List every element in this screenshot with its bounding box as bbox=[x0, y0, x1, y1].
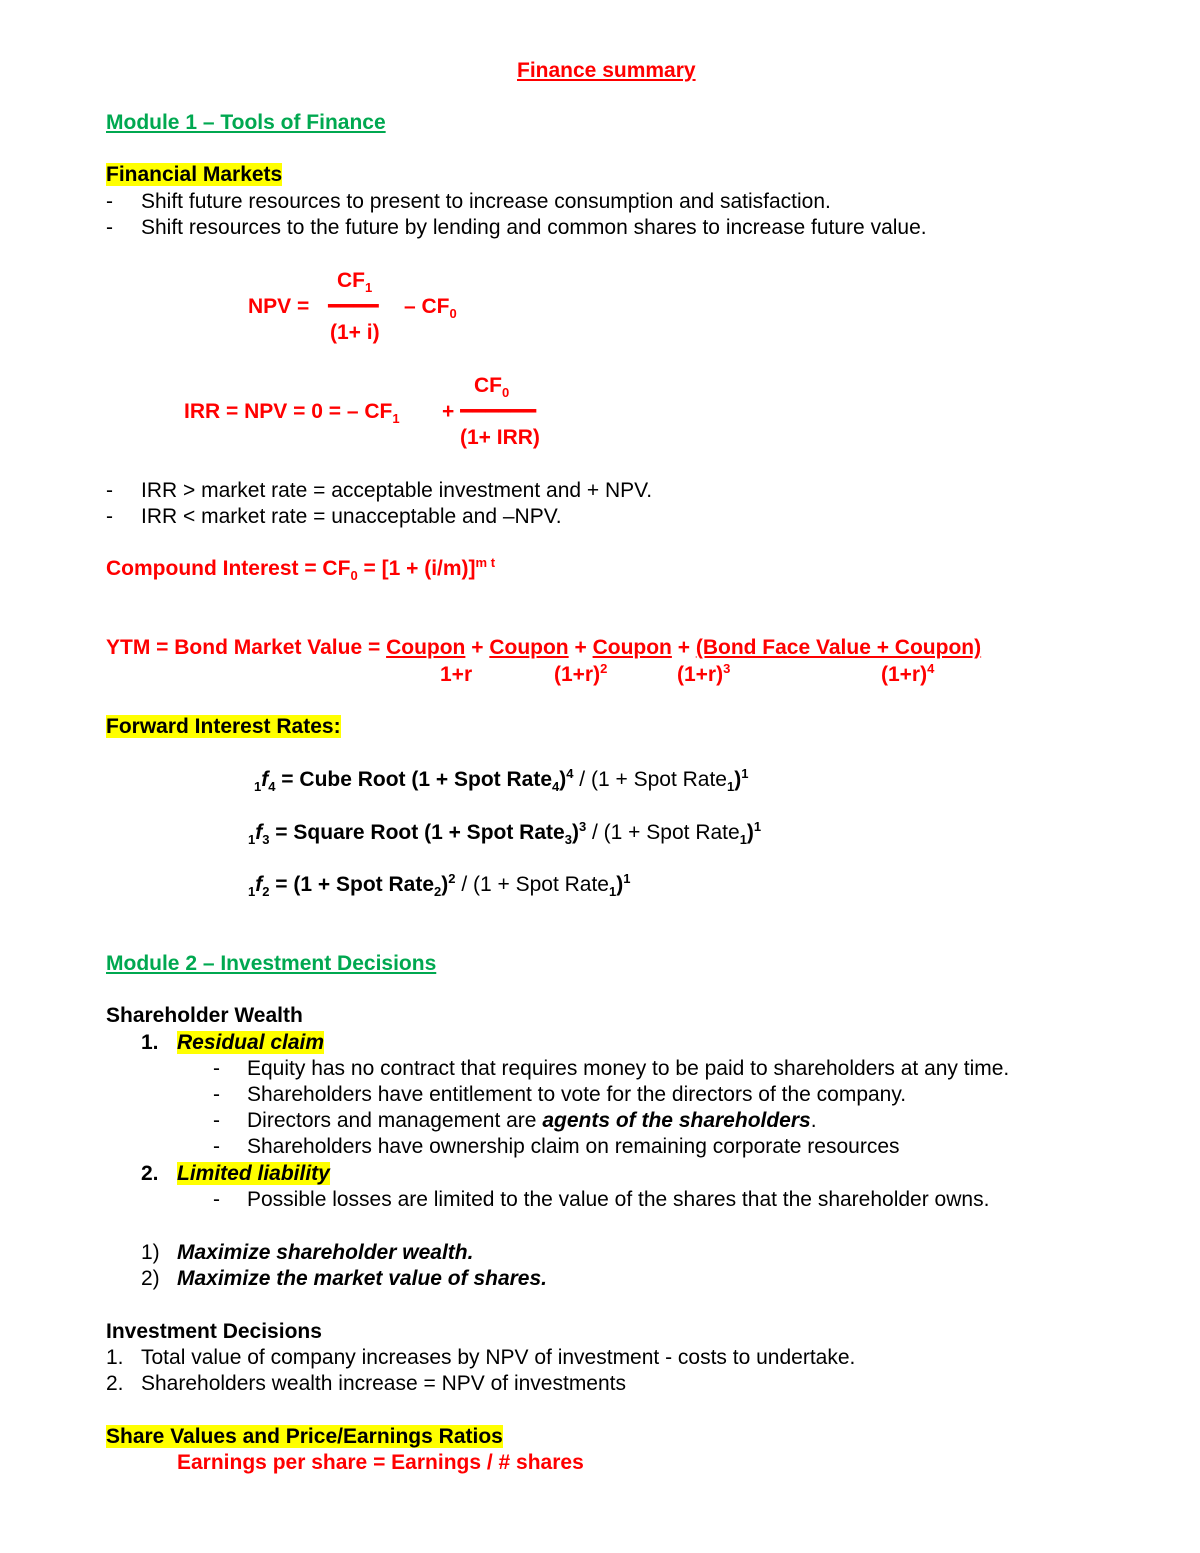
ytm-denominator-4: $(1+r)^4$ bbox=[881, 661, 935, 686]
investment-decisions-heading: Investment Decisions bbox=[106, 1320, 322, 1343]
irr-numerator: $CF_0$ bbox=[474, 374, 510, 401]
bullet-dash: - bbox=[106, 190, 113, 213]
bullet-dash: - bbox=[106, 216, 113, 239]
bullet-dash: - bbox=[106, 479, 113, 502]
bullet-dash: - bbox=[213, 1109, 220, 1132]
module-2-heading: Module 2 – Investment Decisions bbox=[106, 952, 437, 975]
list-number: 2. bbox=[141, 1162, 159, 1185]
list-item: Shareholders have ownership claim on remaining corporate resources bbox=[247, 1135, 900, 1158]
forward-rate-f3: $_1f_3$ = Square Root (1 + Spot Rate$_3$)$^3$ / (1 + Spot Rate$_1$)$^1$ bbox=[248, 819, 762, 848]
page-title: Finance summary bbox=[517, 59, 696, 82]
list-item: Total value of company increases by NPV of investment - costs to undertake. bbox=[141, 1346, 856, 1369]
npv-fraction-bar: ━━━━ bbox=[328, 295, 379, 318]
share-values-heading: Share Values and Price/Earnings Ratios bbox=[106, 1425, 503, 1448]
npv-denominator: (1+ i) bbox=[330, 321, 380, 344]
module-1-heading: Module 1 – Tools of Finance bbox=[106, 111, 386, 134]
ytm-denominator-1: 1+r bbox=[440, 663, 473, 686]
compound-interest-formula: Compound Interest = $CF_0 = [1 + (i/m)]^{m t}$ bbox=[106, 555, 496, 584]
list-item: Directors and management are agents of the shareholders. bbox=[247, 1109, 817, 1132]
eps-formula: Earnings per share = Earnings / # shares bbox=[177, 1451, 584, 1474]
shareholder-wealth-heading: Shareholder Wealth bbox=[106, 1004, 303, 1027]
forward-rate-f4: $_1f_4$ = Cube Root (1 + Spot Rate$_4$)$^4$ / (1 + Spot Rate$_1$)$^1$ bbox=[254, 766, 749, 795]
irr-lhs: IRR = NPV = 0 = – $CF_1$ bbox=[184, 400, 400, 427]
npv-lhs: NPV = bbox=[248, 295, 310, 318]
list-number: 1. bbox=[106, 1346, 124, 1369]
goal-item: Maximize shareholder wealth. bbox=[177, 1241, 474, 1264]
list-number: 2) bbox=[141, 1267, 160, 1290]
bullet-dash: - bbox=[213, 1135, 220, 1158]
list-item: Shift future resources to present to increase consumption and satisfaction. bbox=[141, 190, 831, 213]
bullet-dash: - bbox=[106, 505, 113, 528]
list-item: Possible losses are limited to the value of the shares that the shareholder owns. bbox=[247, 1188, 990, 1211]
list-item: Shareholders wealth increase = NPV of investments bbox=[141, 1372, 626, 1395]
financial-markets-heading: Financial Markets bbox=[106, 163, 283, 186]
list-number: 2. bbox=[106, 1372, 124, 1395]
forward-rate-f2: $_1f_2 = (1$ + Spot Rate$_2$)$^2$ / (1 + Spot Rate$_1$)$^1$ bbox=[248, 871, 631, 900]
list-number: 1. bbox=[141, 1031, 159, 1054]
npv-minus-cf0: – $CF_0$ bbox=[404, 295, 457, 322]
list-item: IRR > market rate = acceptable investment and + NPV. bbox=[141, 479, 653, 502]
ytm-formula: YTM = Bond Market Value = Coupon + Coupon + Coupon + (Bond Face Value + Coupon) bbox=[106, 636, 982, 659]
bullet-dash: - bbox=[213, 1188, 220, 1211]
ytm-denominator-2: $(1+r)^2$ bbox=[554, 661, 608, 686]
irr-denominator: (1+ IRR) bbox=[460, 426, 540, 449]
bullet-dash: - bbox=[213, 1057, 220, 1080]
list-item: Shift resources to the future by lending and common shares to increase future value. bbox=[141, 216, 927, 239]
bullet-dash: - bbox=[213, 1083, 220, 1106]
irr-fraction-bar: + ━━━━━━ bbox=[442, 400, 536, 423]
list-item: Equity has no contract that requires money to be paid to shareholders at any time. bbox=[247, 1057, 1010, 1080]
ytm-denominator-3: $(1+r)^3$ bbox=[677, 661, 731, 686]
npv-numerator: $CF_1$ bbox=[337, 269, 373, 296]
list-item: IRR < market rate = unacceptable and –NPV. bbox=[141, 505, 562, 528]
list-number: 1) bbox=[141, 1241, 160, 1264]
residual-claim-label: Residual claim bbox=[177, 1031, 325, 1054]
limited-liability-label: Limited liability bbox=[177, 1162, 330, 1185]
goal-item: Maximize the market value of shares. bbox=[177, 1267, 547, 1290]
list-item: Shareholders have entitlement to vote for the directors of the company. bbox=[247, 1083, 907, 1106]
forward-rates-heading: Forward Interest Rates: bbox=[106, 715, 341, 738]
